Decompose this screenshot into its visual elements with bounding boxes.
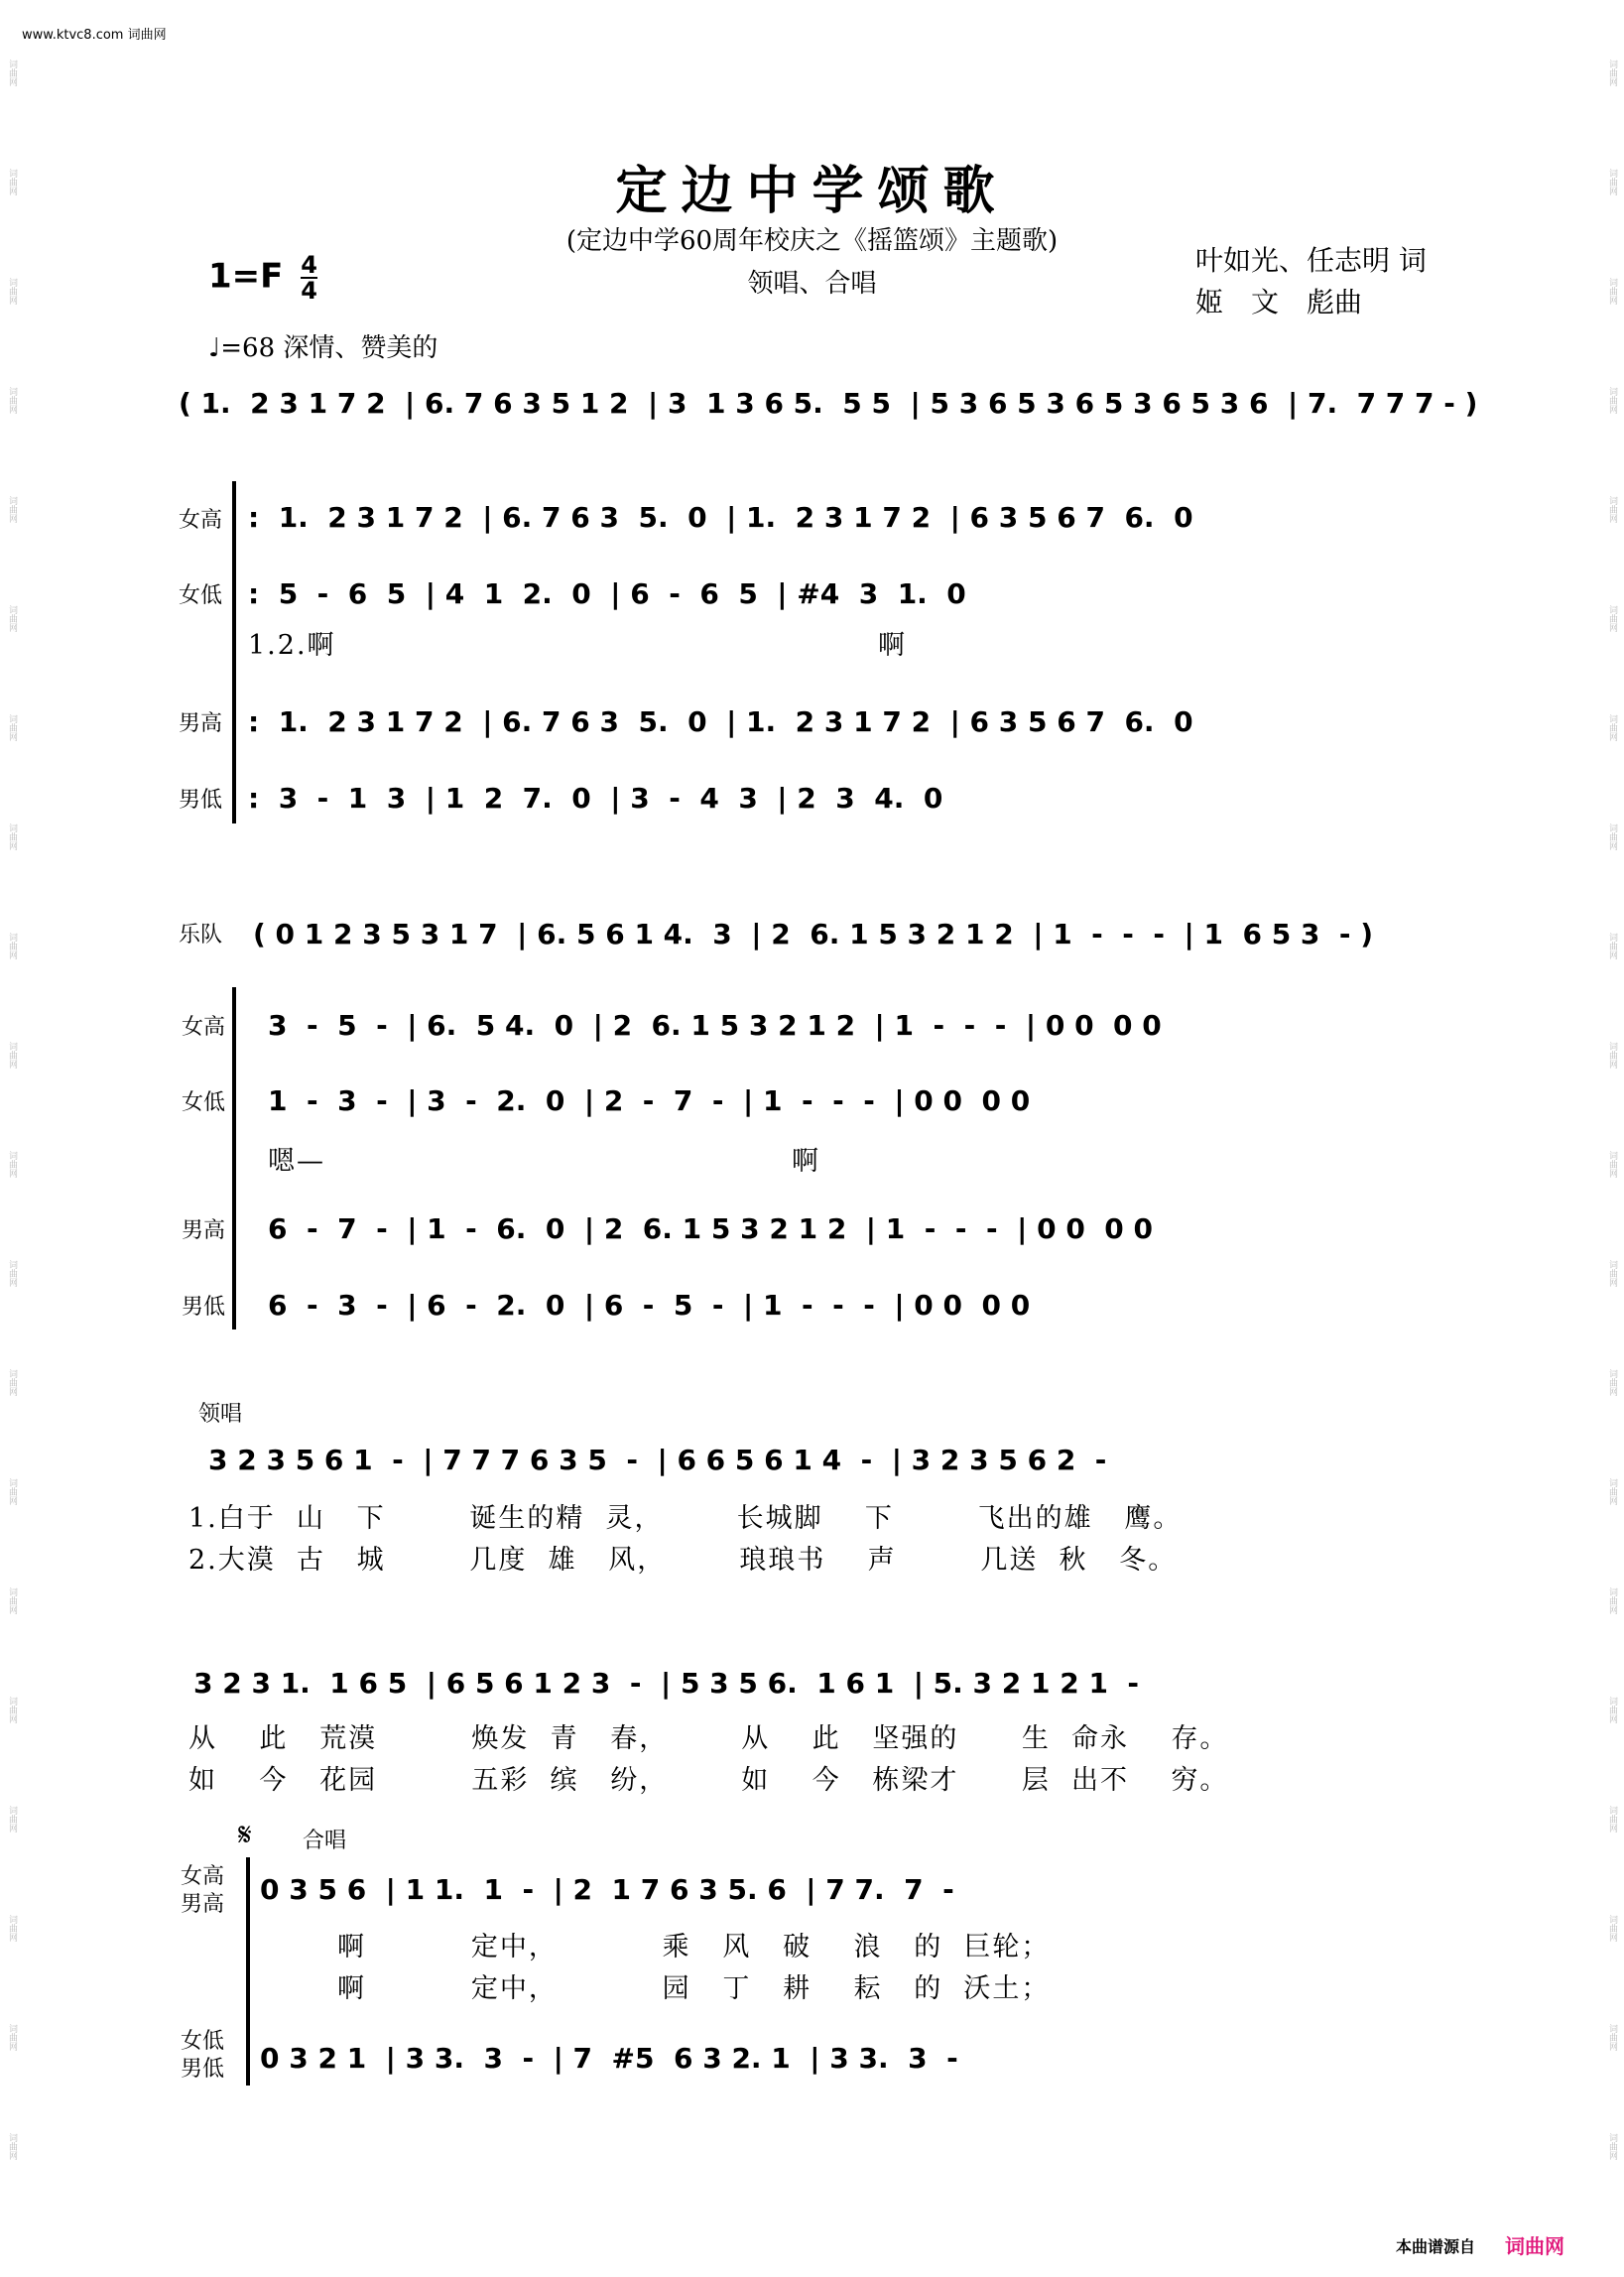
segno-icon: 𝄋	[238, 1816, 252, 1853]
footer-logo[interactable]: 词曲网	[1505, 2234, 1564, 2258]
s3-lyric-b: 啊	[792, 1146, 820, 1177]
watermark-text: 词曲网	[1607, 2024, 1617, 2051]
lead-label: 领唱	[198, 1402, 243, 1427]
system6-bracket	[246, 1857, 250, 2086]
watermark-text: 词曲网	[1607, 387, 1617, 414]
watermark-text: 词曲网	[7, 823, 17, 850]
s6-lyric-1: 啊 定中， 乘 风 破 浪 的 巨轮；	[337, 1932, 1051, 1962]
s2-lyric-b: 啊	[878, 630, 907, 661]
watermark-text: 词曲网	[7, 605, 17, 632]
label-s2-3: 男高	[179, 711, 223, 736]
watermark-text: 词曲网	[7, 2024, 17, 2051]
s6-label-top: 女高 男高	[181, 1864, 225, 1917]
song-title: 定边中学颂歌	[615, 161, 1009, 221]
watermark-text: 词曲网	[1607, 1915, 1617, 1942]
time-numerator: 4	[301, 251, 317, 279]
key-signature	[208, 253, 317, 303]
tempo-marking: ♩=68 深情、赞美的	[208, 333, 438, 363]
label-s2-2: 女低	[179, 583, 223, 608]
label-s2-4: 男低	[179, 788, 223, 813]
s3-row-3: 6 - 7 - | 1 - 6. 0 | 2 6. 1 5 3 2 1 2 | 1 - - - | 0 0 0 0	[268, 1212, 1154, 1245]
s2-row-1: : 1. 2 3 1 7 2 | 6. 7 6 3 5. 0 | 1. 2 3 1 7 2 | 6 3 5 6 7 6. 0	[248, 501, 1193, 534]
chorus-label: 合唱	[303, 1829, 347, 1853]
footer-source: 本曲谱源自	[1395, 2237, 1475, 2256]
watermark-text: 词曲网	[7, 933, 17, 959]
watermark-text: 词曲网	[7, 2133, 17, 2160]
label-s3-2: 女低	[182, 1090, 226, 1115]
s6-label-bot: 女低 男低	[181, 2029, 225, 2082]
watermark-text: 词曲网	[7, 1478, 17, 1505]
watermark-text: 词曲网	[1607, 60, 1617, 86]
watermark-text: 词曲网	[1607, 278, 1617, 305]
watermark-text: 词曲网	[1607, 714, 1617, 741]
s5-lyric-2: 如 今 花园 五彩 缤 纷， 如 今 栋梁才 层 出不 穷。	[188, 1765, 1229, 1796]
watermark-text: 词曲网	[7, 1915, 17, 1942]
s2-row-2: : 5 - 6 5 | 4 1 2. 0 | 6 - 6 5 | #4 3 1. 0	[248, 577, 966, 610]
label-s3-3: 男高	[182, 1218, 226, 1243]
right-watermark-strip	[1600, 0, 1624, 2277]
credits	[1195, 240, 1427, 323]
watermark-text: 词曲网	[7, 496, 17, 523]
watermark-text: 词曲网	[7, 1151, 17, 1178]
s3-row-2: 1 - 3 - | 3 - 2. 0 | 2 - 7 - | 1 - - - | 0 0 0 0	[268, 1084, 1031, 1117]
intro-line: ( 1. 2 3 1 7 2 | 6. 7 6 3 5 1 2 | 3 1 3 6 5. 5 5 | 5 3 6 5 3 6 5 3 6 5 3 6 | 7. 7 7 7 - )	[179, 387, 1478, 420]
watermark-text: 词曲网	[1607, 605, 1617, 632]
s4-notes: 3 2 3 5 6 1 - | 7 7 7 6 3 5 - | 6 6 5 6 1 4 - | 3 2 3 5 6 2 -	[208, 1444, 1107, 1476]
label-s3-4: 男低	[182, 1295, 226, 1320]
watermark-text: 词曲网	[1607, 1806, 1617, 1833]
label-s3-1: 女高	[182, 1015, 226, 1040]
time-signature	[301, 253, 317, 303]
s2-row-4: : 3 - 1 3 | 1 2 7. 0 | 3 - 4 3 | 2 3 4. 0	[248, 782, 943, 815]
lyricist: 叶如光、任志明 词	[1195, 244, 1427, 277]
s3-row-4: 6 - 3 - | 6 - 2. 0 | 6 - 5 - | 1 - - - | 0 0 0 0	[268, 1289, 1031, 1322]
s5-lyric-1: 从 此 荒漠 焕发 青 春， 从 此 坚强的 生 命永 存。	[188, 1723, 1229, 1754]
watermark-text: 词曲网	[1607, 1697, 1617, 1723]
band-line: ( 0 1 2 3 5 3 1 7 | 6. 5 6 1 4. 3 | 2 6. 1 5 3 2 1 2 | 1 - - - | 1 6 5 3 - )	[253, 918, 1374, 950]
song-subtitle: (定边中学60周年校庆之《摇篮颂》主题歌)	[565, 226, 1059, 256]
watermark-text: 词曲网	[7, 60, 17, 86]
watermark-text: 词曲网	[7, 1369, 17, 1396]
watermark-text: 词曲网	[7, 1806, 17, 1833]
s4-lyric-2: 2.大漠 古 城 几度 雄 风， 琅琅书 声 几送 秋 冬。	[188, 1545, 1178, 1576]
label-s2-1: 女高	[179, 508, 223, 533]
watermark-text: 词曲网	[7, 714, 17, 741]
site-url: www.ktvc8.com 词曲网	[22, 28, 167, 43]
watermark-text: 词曲网	[7, 1042, 17, 1069]
watermark-text: 词曲网	[1607, 1478, 1617, 1505]
s6-top-notes: 0 3 5 6 | 1 1. 1 - | 2 1 7 6 3 5. 6 | 7 7. 7 -	[260, 1873, 954, 1906]
s3-lyric-a: 嗯—	[268, 1146, 325, 1177]
watermark-text: 词曲网	[1607, 933, 1617, 959]
watermark-text: 词曲网	[1607, 1151, 1617, 1178]
s4-lyric-1: 1.白于 山 下 诞生的精 灵， 长城脚 下 飞出的雄 鹰。	[188, 1503, 1183, 1534]
watermark-text: 词曲网	[7, 387, 17, 414]
key-text: 1=F	[208, 256, 284, 297]
s6-bot-notes: 0 3 2 1 | 3 3. 3 - | 7 #5 6 3 2. 1 | 3 3. 3 -	[260, 2042, 958, 2075]
watermark-text: 词曲网	[1607, 1369, 1617, 1396]
s5-notes: 3 2 3 1. 1 6 5 | 6 5 6 1 2 3 - | 5 3 5 6. 1 6 1 | 5. 3 2 1 2 1 -	[193, 1667, 1140, 1700]
system3-bracket	[232, 987, 236, 1329]
s6-lyric-2: 啊 定中， 园 丁 耕 耘 的 沃土；	[337, 1973, 1051, 2004]
watermark-text: 词曲网	[1607, 823, 1617, 850]
watermark-text: 词曲网	[1607, 169, 1617, 195]
watermark-text: 词曲网	[7, 1587, 17, 1614]
band-label: 乐队	[179, 923, 223, 948]
watermark-text: 词曲网	[7, 169, 17, 195]
time-denominator: 4	[301, 277, 317, 305]
watermark-text: 词曲网	[1607, 1042, 1617, 1069]
s2-row-3: : 1. 2 3 1 7 2 | 6. 7 6 3 5. 0 | 1. 2 3 1 7 2 | 6 3 5 6 7 6. 0	[248, 705, 1193, 738]
watermark-text: 词曲网	[1607, 2133, 1617, 2160]
s3-row-1: 3 - 5 - | 6. 5 4. 0 | 2 6. 1 5 3 2 1 2 | 1 - - - | 0 0 0 0	[268, 1009, 1162, 1042]
watermark-text: 词曲网	[7, 1697, 17, 1723]
watermark-text: 词曲网	[1607, 1587, 1617, 1614]
watermark-text: 词曲网	[7, 278, 17, 305]
s2-lyric-a: 1.2.啊	[248, 630, 336, 661]
left-watermark-strip	[0, 0, 24, 2277]
composer: 姬 文 彪曲	[1195, 286, 1363, 318]
watermark-text: 词曲网	[1607, 1260, 1617, 1287]
system2-bracket	[232, 481, 236, 823]
watermark-text: 词曲网	[1607, 496, 1617, 523]
performance-type: 领唱、合唱	[747, 269, 877, 299]
watermark-text: 词曲网	[7, 1260, 17, 1287]
